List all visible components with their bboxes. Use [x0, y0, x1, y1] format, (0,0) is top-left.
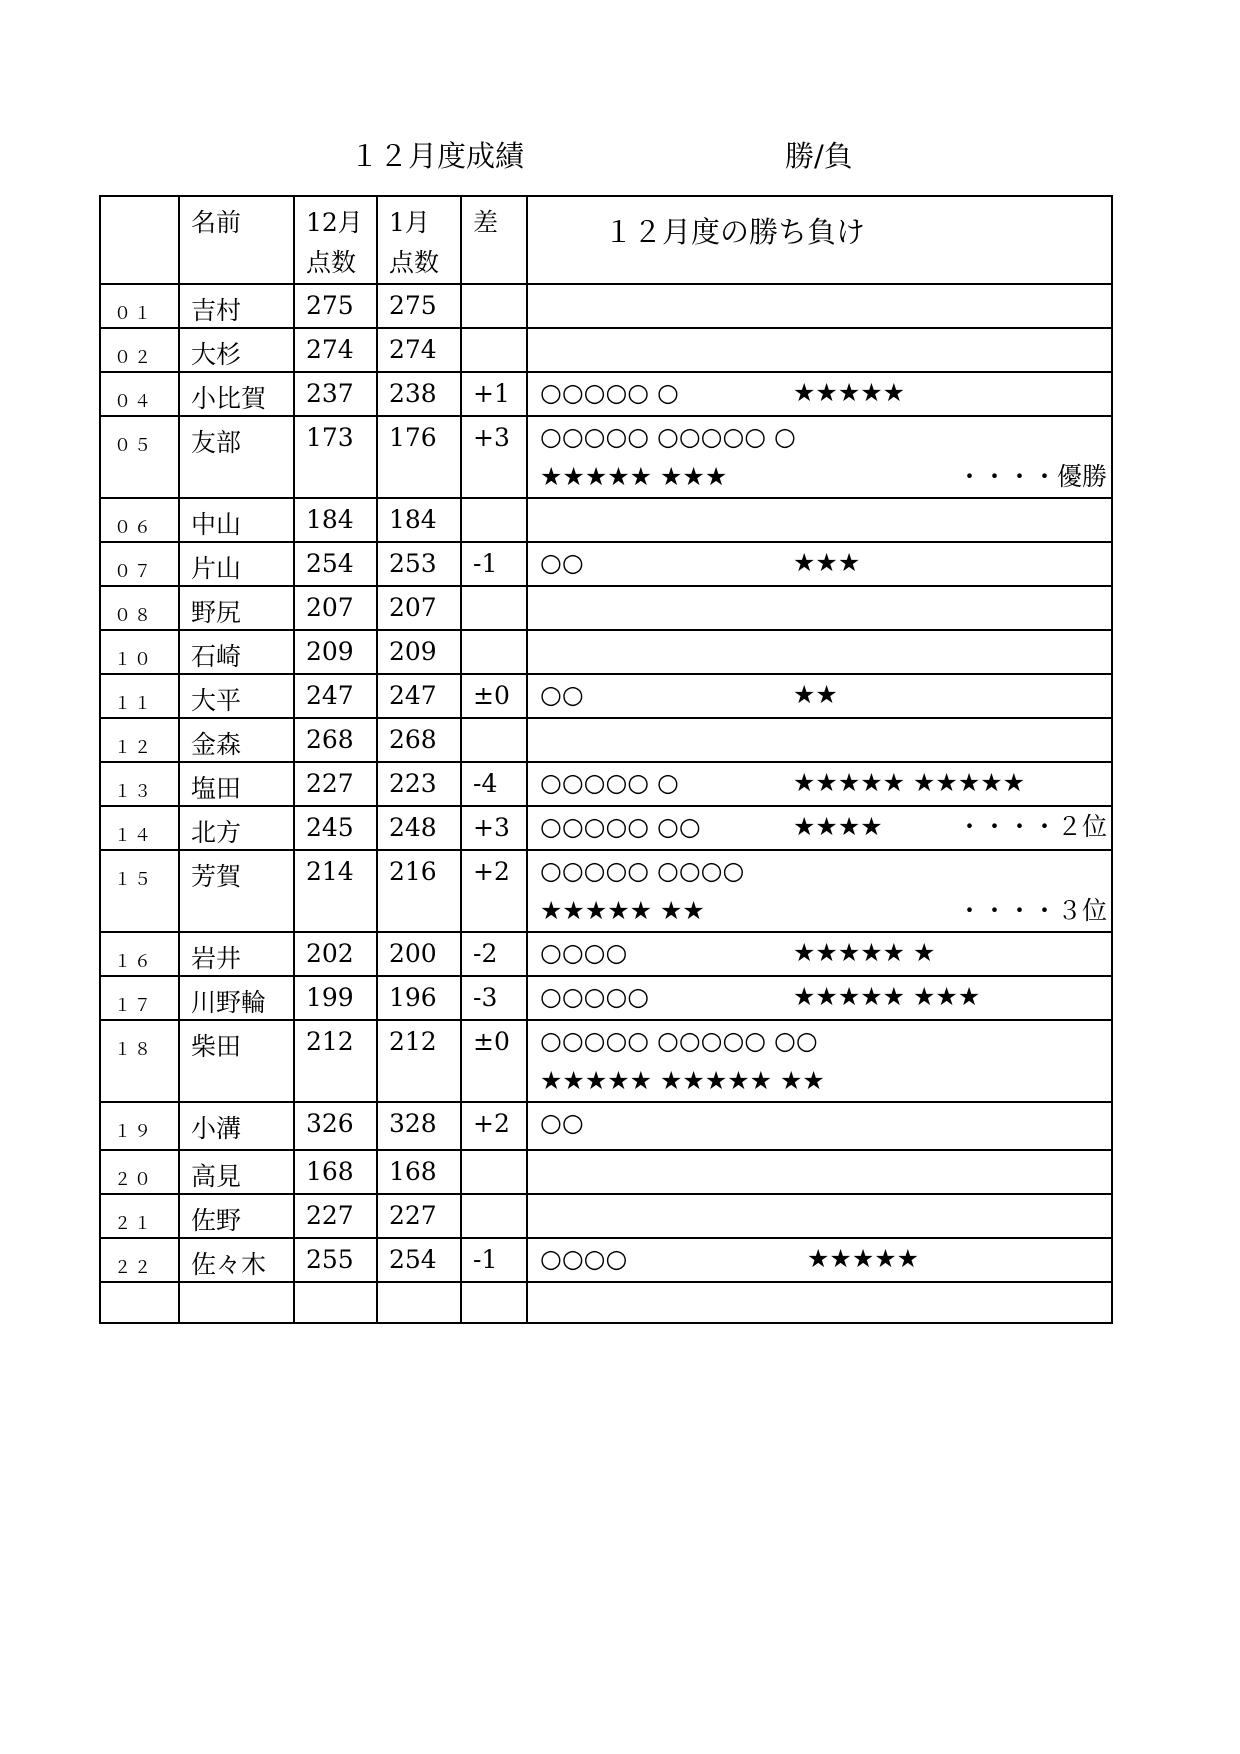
losses-marks: ★★: [793, 680, 838, 709]
no-cell: ２０: [100, 1150, 179, 1194]
table-row: [100, 976, 1112, 1020]
jan-score-cell: 168: [377, 1150, 461, 1194]
wins-marks: ★★★★★ ★★★: [540, 462, 728, 491]
jan-score-cell: 184: [377, 498, 461, 542]
win-loss-cell: [527, 762, 1112, 806]
dec-score-cell: 173: [294, 416, 377, 498]
jan-score-cell: 275: [377, 284, 461, 328]
dec-score-cell: 202: [294, 932, 377, 976]
name-cell: 友部: [179, 416, 294, 498]
name-cell: 小比賀: [179, 372, 294, 416]
win-loss-cell: [527, 1194, 1112, 1238]
name-cell: 岩井: [179, 932, 294, 976]
header-win-loss: [527, 196, 1112, 284]
jan-score-cell: 247: [377, 674, 461, 718]
diff-cell: +3: [461, 806, 527, 850]
table-row: [100, 1194, 1112, 1238]
header-jan-score: [377, 196, 461, 284]
name-cell: 川野輪: [179, 976, 294, 1020]
wins-marks: ○○: [540, 1108, 584, 1137]
results-table-body: [100, 196, 1112, 1323]
win-loss-line: [540, 763, 1111, 803]
dec-score-cell: 237: [294, 372, 377, 416]
diff-cell: [461, 586, 527, 630]
dec-score-cell: 212: [294, 1020, 377, 1102]
dec-score-cell: 214: [294, 850, 377, 932]
wins-marks: ○○○○○: [540, 982, 650, 1011]
dec-score-cell: 245: [294, 806, 377, 850]
name-cell: 大杉: [179, 328, 294, 372]
win-loss-cell: [527, 976, 1112, 1020]
win-loss-cell: [527, 674, 1112, 718]
header-dec-line1: 12月: [306, 208, 363, 237]
table-row: [100, 328, 1112, 372]
wins-marks: ○○: [540, 548, 584, 577]
win-loss-line: [540, 977, 1111, 1017]
win-loss-cell: [527, 586, 1112, 630]
diff-cell: ±0: [461, 1020, 527, 1102]
name-cell: [179, 1282, 294, 1323]
header-dec-score: [294, 196, 377, 284]
dec-score-cell: 209: [294, 630, 377, 674]
header-no: [100, 196, 179, 284]
wins-marks: ○○○○○ ○○○○○ ○: [540, 422, 796, 451]
header-dec-line2: 点数: [306, 248, 357, 277]
win-loss-line: [540, 1061, 1111, 1101]
wins-marks: ★★★★★ ★★: [540, 896, 705, 925]
win-loss-cell: [527, 630, 1112, 674]
win-loss-line: [540, 1021, 1111, 1061]
no-cell: ２２: [100, 1238, 179, 1282]
diff-cell: ±0: [461, 674, 527, 718]
losses-marks: ★★★★★ ★: [793, 938, 936, 967]
win-loss-cell: [527, 1150, 1112, 1194]
no-cell: １８: [100, 1020, 179, 1102]
dec-score-cell: 227: [294, 762, 377, 806]
win-loss-cell: [527, 806, 1112, 850]
jan-score-cell: 196: [377, 976, 461, 1020]
diff-cell: [461, 284, 527, 328]
dec-score-cell: 227: [294, 1194, 377, 1238]
jan-score-cell: 209: [377, 630, 461, 674]
jan-score-cell: 227: [377, 1194, 461, 1238]
table-row: [100, 416, 1112, 498]
header-win-loss-label: １２月度の勝ち負け: [604, 215, 866, 249]
table-row: [100, 1102, 1112, 1150]
losses-marks: ★★★★: [793, 812, 883, 841]
no-cell: ０７: [100, 542, 179, 586]
no-cell: ０１: [100, 284, 179, 328]
dec-score-cell: 168: [294, 1150, 377, 1194]
diff-cell: -4: [461, 762, 527, 806]
win-loss-line: [540, 807, 1111, 847]
win-loss-cell: [527, 1282, 1112, 1323]
no-cell: １５: [100, 850, 179, 932]
jan-score-cell: 216: [377, 850, 461, 932]
jan-score-cell: 274: [377, 328, 461, 372]
table-row: [100, 762, 1112, 806]
rank-note: ・・・・優勝: [956, 462, 1107, 491]
win-loss-line: [540, 1103, 1111, 1143]
dec-score-cell: 254: [294, 542, 377, 586]
diff-cell: [461, 718, 527, 762]
table-row: [100, 372, 1112, 416]
dec-score-cell: 326: [294, 1102, 377, 1150]
win-loss-cell: [527, 1020, 1112, 1102]
table-row: [100, 674, 1112, 718]
wins-marks: ○○○○: [540, 1244, 628, 1273]
jan-score-cell: 253: [377, 542, 461, 586]
header-name: [179, 196, 294, 284]
wins-marks: ○○○○: [540, 938, 628, 967]
diff-cell: [461, 1194, 527, 1238]
table-row: [100, 932, 1112, 976]
table-row: [100, 1238, 1112, 1282]
table-row: [100, 586, 1112, 630]
win-loss-cell: [527, 542, 1112, 586]
win-loss-line: [540, 891, 1111, 931]
diff-cell: [461, 1282, 527, 1323]
name-cell: 佐々木: [179, 1238, 294, 1282]
win-loss-title: 勝/負: [785, 139, 853, 173]
win-loss-line: [540, 675, 1111, 715]
diff-cell: -1: [461, 542, 527, 586]
diff-cell: [461, 630, 527, 674]
win-loss-line: [540, 1239, 1111, 1279]
losses-marks: ★★★★★ ★★★: [793, 982, 981, 1011]
diff-cell: [461, 328, 527, 372]
dec-score-cell: [294, 1282, 377, 1323]
win-loss-cell: [527, 284, 1112, 328]
table-row: [100, 806, 1112, 850]
jan-score-cell: 254: [377, 1238, 461, 1282]
diff-cell: +2: [461, 1102, 527, 1150]
table-row: [100, 542, 1112, 586]
win-loss-cell: [527, 932, 1112, 976]
wins-marks: ○○○○○ ○○○○: [540, 856, 745, 885]
name-cell: 小溝: [179, 1102, 294, 1150]
name-cell: 塩田: [179, 762, 294, 806]
jan-score-cell: 212: [377, 1020, 461, 1102]
dec-score-cell: 247: [294, 674, 377, 718]
name-cell: 片山: [179, 542, 294, 586]
dec-score-cell: 207: [294, 586, 377, 630]
rank-note: ・・・・２位: [956, 812, 1107, 841]
wins-marks: ○○○○○ ○○: [540, 812, 701, 841]
win-loss-cell: [527, 850, 1112, 932]
rank-note: ・・・・３位: [956, 896, 1107, 925]
win-loss-cell: [527, 498, 1112, 542]
no-cell: [100, 1282, 179, 1323]
no-cell: ０６: [100, 498, 179, 542]
jan-score-cell: 207: [377, 586, 461, 630]
name-cell: 柴田: [179, 1020, 294, 1102]
name-cell: 野尻: [179, 586, 294, 630]
name-cell: 吉村: [179, 284, 294, 328]
header-jan-line1: 1月: [389, 208, 430, 237]
diff-cell: +2: [461, 850, 527, 932]
jan-score-cell: 248: [377, 806, 461, 850]
jan-score-cell: 268: [377, 718, 461, 762]
header-diff-label: 差: [473, 208, 499, 237]
wins-marks: ○○○○○ ○: [540, 768, 679, 797]
name-cell: 高見: [179, 1150, 294, 1194]
table-row: [100, 850, 1112, 932]
win-loss-line: [540, 543, 1111, 583]
dec-score-cell: 268: [294, 718, 377, 762]
table-row: [100, 1150, 1112, 1194]
win-loss-line: [540, 457, 1111, 497]
diff-cell: -1: [461, 1238, 527, 1282]
table-row: [100, 1020, 1112, 1102]
table-row: [100, 718, 1112, 762]
table-row: [100, 1282, 1112, 1323]
dec-score-cell: 184: [294, 498, 377, 542]
no-cell: １３: [100, 762, 179, 806]
losses-marks: ★★★★★ ★★★★★: [793, 768, 1026, 797]
win-loss-cell: [527, 416, 1112, 498]
diff-cell: [461, 498, 527, 542]
no-cell: １４: [100, 806, 179, 850]
win-loss-cell: [527, 1102, 1112, 1150]
diff-cell: [461, 1150, 527, 1194]
name-cell: 佐野: [179, 1194, 294, 1238]
win-loss-cell: [527, 718, 1112, 762]
name-cell: 石崎: [179, 630, 294, 674]
no-cell: ０４: [100, 372, 179, 416]
no-cell: ０２: [100, 328, 179, 372]
diff-cell: -3: [461, 976, 527, 1020]
dec-score-cell: 275: [294, 284, 377, 328]
win-loss-cell: [527, 1238, 1112, 1282]
losses-marks: ★★★★★: [807, 1244, 920, 1273]
table-row: [100, 284, 1112, 328]
diff-cell: +1: [461, 372, 527, 416]
table-row: [100, 630, 1112, 674]
dec-score-cell: 199: [294, 976, 377, 1020]
dec-score-cell: 274: [294, 328, 377, 372]
jan-score-cell: [377, 1282, 461, 1323]
losses-marks: ★★★★★: [793, 378, 906, 407]
wins-marks: ○○: [540, 680, 584, 709]
losses-marks: ★★★: [793, 548, 861, 577]
name-cell: 北方: [179, 806, 294, 850]
win-loss-line: [540, 851, 1111, 891]
name-cell: 金森: [179, 718, 294, 762]
page-title: １２月度成績: [350, 139, 525, 173]
diff-cell: +3: [461, 416, 527, 498]
no-cell: ０８: [100, 586, 179, 630]
jan-score-cell: 200: [377, 932, 461, 976]
jan-score-cell: 176: [377, 416, 461, 498]
jan-score-cell: 238: [377, 372, 461, 416]
dec-score-cell: 255: [294, 1238, 377, 1282]
no-cell: １２: [100, 718, 179, 762]
diff-cell: -2: [461, 932, 527, 976]
name-cell: 大平: [179, 674, 294, 718]
win-loss-cell: [527, 372, 1112, 416]
header-jan-line2: 点数: [389, 248, 440, 277]
win-loss-line: [540, 933, 1111, 973]
name-cell: 中山: [179, 498, 294, 542]
no-cell: １９: [100, 1102, 179, 1150]
win-loss-line: [540, 417, 1111, 457]
results-table: [99, 195, 1113, 1324]
no-cell: ０５: [100, 416, 179, 498]
header-row: [100, 196, 1112, 284]
win-loss-line: [540, 373, 1111, 413]
jan-score-cell: 328: [377, 1102, 461, 1150]
no-cell: １７: [100, 976, 179, 1020]
wins-marks: ○○○○○ ○: [540, 378, 679, 407]
table-row: [100, 498, 1112, 542]
jan-score-cell: 223: [377, 762, 461, 806]
header-name-label: 名前: [191, 208, 242, 237]
wins-marks: ★★★★★ ★★★★★ ★★: [540, 1066, 825, 1095]
no-cell: １６: [100, 932, 179, 976]
name-cell: 芳賀: [179, 850, 294, 932]
no-cell: ２１: [100, 1194, 179, 1238]
no-cell: １１: [100, 674, 179, 718]
no-cell: １０: [100, 630, 179, 674]
wins-marks: ○○○○○ ○○○○○ ○○: [540, 1026, 818, 1055]
header-diff: [461, 196, 527, 284]
win-loss-cell: [527, 328, 1112, 372]
